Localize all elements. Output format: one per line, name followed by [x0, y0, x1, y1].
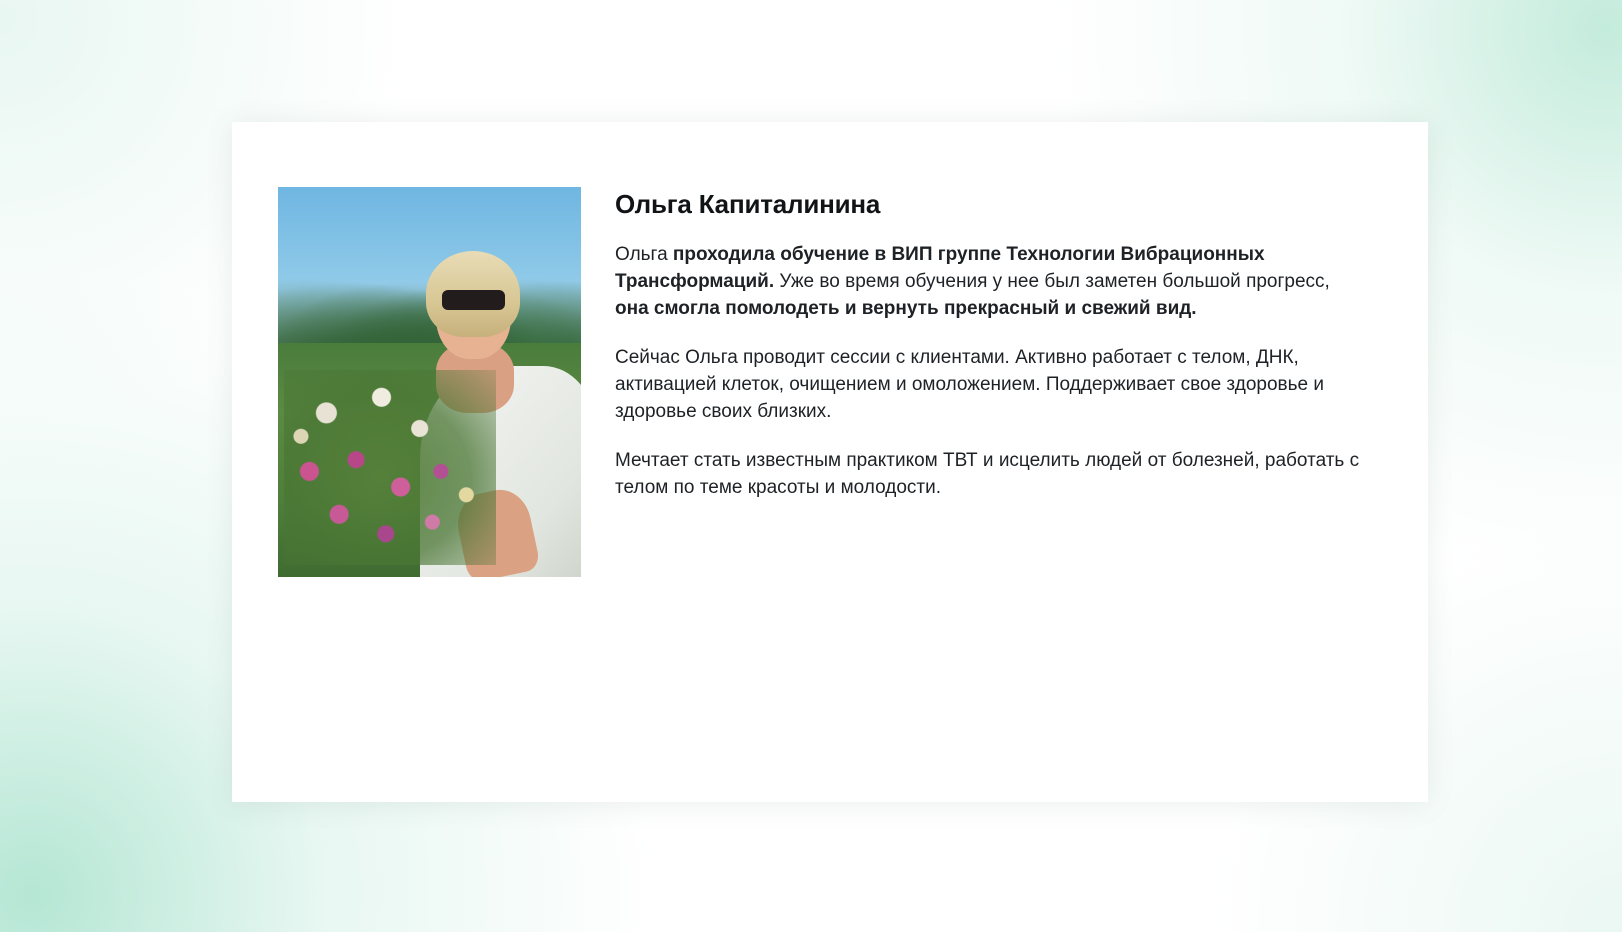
profile-text-column [615, 187, 1368, 502]
text-run: Ольга [615, 244, 673, 266]
sunglasses-icon [442, 290, 506, 310]
paragraph [615, 242, 1368, 323]
text-run-bold: проходила обучение в ВИП группе Технологии Вибрационных Трансформаций. [615, 244, 1265, 293]
text-run-bold: она смогла помолодеть и вернуть прекрасный и свежий вид. [615, 298, 1197, 320]
text-run: Сейчас Ольга проводит сессии с клиентами. Активно работает с телом, ДНК, активацией клеток, очищением и омоложением. Поддерживает свое здоровье и здоровье своих близких. [615, 347, 1324, 423]
photo-bouquet [284, 370, 496, 565]
page-title: Ольга Капиталинина [615, 189, 881, 219]
profile-card [232, 122, 1428, 802]
profile-photo [278, 187, 581, 577]
paragraph [615, 345, 1368, 426]
profile-card-content [278, 187, 1368, 577]
text-run: Мечтает стать известным практиком ТВТ и исцелить людей от болезней, работать с телом по теме красоты и молодости. [615, 450, 1360, 498]
profile-description [615, 242, 1368, 502]
text-run: Уже во время обучения у нее был заметен большой прогресс, [774, 271, 1330, 293]
paragraph [615, 448, 1368, 502]
photo-canvas [278, 187, 581, 577]
